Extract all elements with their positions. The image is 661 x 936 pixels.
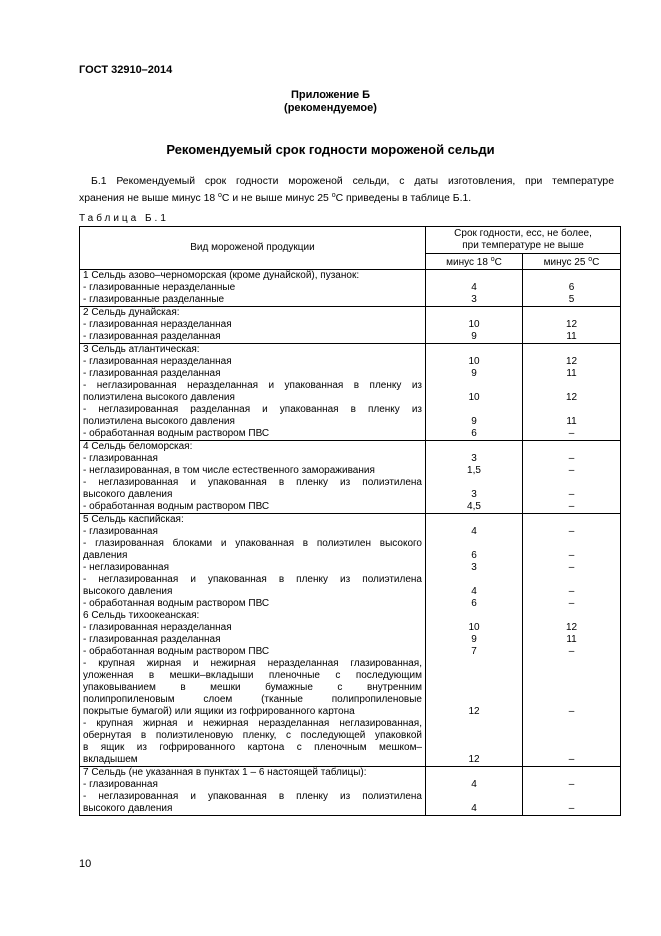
product-line: покрытые бумагой) или ящики из гофрированного картона bbox=[83, 706, 355, 717]
value-minus-25 bbox=[526, 670, 617, 682]
value-minus-18 bbox=[429, 730, 519, 742]
shelf-life-minus-18-cell bbox=[426, 767, 523, 816]
shelf-life-minus-18-cell bbox=[426, 441, 523, 514]
product-cell bbox=[80, 307, 426, 344]
product-line: - глазированная bbox=[83, 779, 158, 790]
product-line: - глазированная блоками и упакованная в полиэтилен высокого bbox=[83, 538, 422, 549]
table-row bbox=[80, 344, 621, 441]
degree-mark: о bbox=[218, 191, 222, 199]
value-minus-18: 9 bbox=[471, 368, 477, 379]
product-cell bbox=[80, 344, 426, 441]
product-line: - глазированная разделанная bbox=[83, 331, 221, 342]
shelf-life-minus-25-cell bbox=[523, 307, 621, 344]
value-minus-18: 3 bbox=[471, 453, 477, 464]
table-row bbox=[80, 514, 621, 767]
value-minus-18: 3 bbox=[471, 489, 477, 500]
product-line: - неглазированная, в том числе естественного замораживания bbox=[83, 465, 375, 476]
value-minus-25 bbox=[526, 441, 617, 453]
product-line: - глазированная разделанная bbox=[83, 368, 221, 379]
intro-line-2 bbox=[79, 189, 614, 206]
intro-text-c: С приведены в таблице Б.1. bbox=[335, 192, 472, 204]
value-minus-25 bbox=[526, 718, 617, 730]
value-minus-25 bbox=[526, 344, 617, 356]
value-minus-25 bbox=[526, 682, 617, 694]
value-minus-18 bbox=[429, 380, 519, 392]
value-minus-25 bbox=[526, 477, 617, 489]
value-minus-18 bbox=[429, 477, 519, 489]
value-minus-25: – bbox=[568, 465, 575, 476]
degree-mark: о bbox=[588, 256, 593, 263]
value-minus-18 bbox=[429, 441, 519, 453]
appendix-heading bbox=[0, 89, 661, 115]
value-minus-25 bbox=[526, 538, 617, 550]
value-minus-25: 11 bbox=[566, 331, 577, 342]
value-minus-18: 7 bbox=[471, 646, 477, 657]
value-minus-18: 4 bbox=[471, 282, 477, 293]
product-line: 2 Сельдь дунайская: bbox=[83, 307, 180, 318]
product-line: - неглазированная и упакованная в пленку из полиэтилена bbox=[83, 574, 422, 585]
value-minus-25 bbox=[526, 742, 617, 754]
value-minus-18: 4,5 bbox=[467, 501, 481, 512]
value-minus-18: 6 bbox=[471, 428, 477, 439]
intro-paragraph bbox=[79, 175, 614, 205]
shelf-life-minus-18-cell bbox=[426, 514, 523, 767]
product-line: - обработанная водным раствором ПВС bbox=[83, 598, 270, 609]
product-line: - обработанная водным раствором ПВС bbox=[83, 646, 270, 657]
value-minus-18 bbox=[429, 307, 519, 319]
table-row bbox=[80, 307, 621, 344]
value-minus-18: 4 bbox=[471, 526, 477, 537]
shelf-life-minus-18-cell bbox=[426, 307, 523, 344]
page-number: 10 bbox=[79, 858, 92, 870]
value-minus-25: 6 bbox=[568, 282, 575, 293]
value-minus-18 bbox=[429, 670, 519, 682]
shelf-life-minus-25-cell bbox=[523, 441, 621, 514]
product-line: высокого давления bbox=[83, 803, 173, 814]
header-shelf-life-line-1: Срок годности, есс, не более, bbox=[454, 228, 592, 239]
shelf-life-minus-25-cell bbox=[523, 344, 621, 441]
product-line: 6 Сельдь тихоокеанская: bbox=[83, 610, 200, 621]
product-line: - неглазированная разделанная и упакованная в пленку из bbox=[83, 404, 422, 415]
value-minus-25: 11 bbox=[566, 416, 577, 427]
value-minus-25 bbox=[526, 380, 617, 392]
product-line: - глазированная разделанная bbox=[83, 634, 221, 645]
product-line: 3 Сельдь атлантическая: bbox=[83, 344, 200, 355]
header-temp-minus-18 bbox=[426, 254, 523, 270]
value-minus-18: 10 bbox=[468, 622, 480, 633]
value-minus-25 bbox=[526, 514, 617, 526]
product-line: - глазированные разделанные bbox=[83, 294, 225, 305]
product-line: - глазированная bbox=[83, 526, 158, 537]
value-minus-25: – bbox=[568, 646, 575, 657]
product-line: 1 Сельдь азово–черноморская (кроме дунайской), пузанок: bbox=[83, 270, 360, 281]
value-minus-25: – bbox=[568, 428, 575, 439]
value-minus-18 bbox=[429, 791, 519, 803]
product-line: - глазированные неразделанные bbox=[83, 282, 236, 293]
table-body bbox=[80, 270, 621, 816]
product-cell bbox=[80, 441, 426, 514]
header-temp-text: минус 18 bbox=[446, 257, 488, 268]
value-minus-18: 10 bbox=[468, 356, 480, 367]
value-minus-25 bbox=[526, 767, 617, 779]
table-caption: Таблица Б.1 bbox=[79, 213, 169, 224]
value-minus-25: – bbox=[568, 586, 575, 597]
value-minus-25: – bbox=[568, 550, 575, 561]
document-code: ГОСТ 32910–2014 bbox=[79, 64, 173, 76]
value-minus-18: 3 bbox=[471, 294, 477, 305]
value-minus-18: 9 bbox=[471, 331, 477, 342]
value-minus-25: – bbox=[568, 526, 575, 537]
shelf-life-minus-25-cell bbox=[523, 514, 621, 767]
product-line: - глазированная bbox=[83, 453, 158, 464]
value-minus-25: – bbox=[568, 501, 575, 512]
product-line: полиэтилена высокого давления bbox=[83, 392, 235, 403]
value-minus-18 bbox=[429, 767, 519, 779]
header-temp-minus-25 bbox=[523, 254, 621, 270]
degree-mark: о bbox=[490, 256, 495, 263]
value-minus-18 bbox=[429, 574, 519, 586]
value-minus-25: 11 bbox=[566, 634, 577, 645]
product-line: высокого давления bbox=[83, 489, 173, 500]
product-line: - глазированная неразделанная bbox=[83, 622, 232, 633]
shelf-life-minus-25-cell bbox=[523, 767, 621, 816]
value-minus-25: 12 bbox=[565, 319, 578, 330]
value-minus-25 bbox=[526, 270, 617, 282]
header-temp-text: минус 25 bbox=[543, 257, 586, 268]
value-minus-25: – bbox=[568, 598, 575, 609]
value-minus-18: 9 bbox=[471, 416, 477, 427]
product-line: - глазированная неразделанная bbox=[83, 356, 232, 367]
product-line: - неглазированная неразделанная и упакованная в пленку из bbox=[83, 380, 422, 391]
value-minus-18 bbox=[429, 682, 519, 694]
table-row bbox=[80, 441, 621, 514]
value-minus-18 bbox=[429, 658, 519, 670]
product-line: 5 Сельдь каспийская: bbox=[83, 514, 184, 525]
shelf-life-table-wrapper bbox=[79, 226, 620, 816]
value-minus-18 bbox=[429, 742, 519, 754]
intro-text-a: хранения не выше минус 18 bbox=[79, 192, 216, 204]
product-cell bbox=[80, 767, 426, 816]
product-line: упаковыванием в мешки бумажные с внутренним bbox=[83, 682, 422, 693]
value-minus-25: – bbox=[568, 803, 575, 814]
shelf-life-minus-18-cell bbox=[426, 270, 523, 307]
header-product-type: Вид мороженой продукции bbox=[80, 227, 426, 270]
table-row bbox=[80, 270, 621, 307]
degree-mark: о bbox=[331, 191, 336, 199]
product-line: 7 Сельдь (не указанная в пунктах 1 – 6 настоящей таблицы): bbox=[83, 767, 367, 778]
header-shelf-life-line-2: при температуре не выше bbox=[462, 240, 584, 251]
value-minus-25: 5 bbox=[568, 294, 575, 305]
value-minus-18 bbox=[429, 610, 519, 622]
product-cell bbox=[80, 514, 426, 767]
value-minus-25 bbox=[526, 730, 617, 742]
shelf-life-minus-25-cell bbox=[523, 270, 621, 307]
product-line: - глазированная неразделанная bbox=[83, 319, 232, 330]
product-line: полиэтилена высокого давления bbox=[83, 416, 235, 427]
value-minus-18: 12 bbox=[468, 706, 480, 717]
value-minus-25 bbox=[526, 610, 617, 622]
product-line: обернутая в полиэтиленовую пленку, с последующей упаковкой bbox=[83, 730, 422, 741]
value-minus-18: 6 bbox=[471, 598, 477, 609]
appendix-subtitle: (рекомендуемое) bbox=[284, 102, 377, 114]
value-minus-25 bbox=[526, 658, 617, 670]
value-minus-18: 12 bbox=[468, 754, 480, 765]
value-minus-25: – bbox=[568, 779, 575, 790]
value-minus-25 bbox=[526, 694, 617, 706]
section-title: Рекомендуемый срок годности мороженой сельди bbox=[166, 142, 495, 157]
value-minus-18 bbox=[429, 718, 519, 730]
product-line: высокого давления bbox=[83, 586, 173, 597]
value-minus-25: 12 bbox=[565, 356, 578, 367]
value-minus-25: – bbox=[568, 706, 575, 717]
value-minus-25: – bbox=[568, 562, 575, 573]
product-cell bbox=[80, 270, 426, 307]
value-minus-25: – bbox=[568, 453, 575, 464]
product-line: вкладышем bbox=[83, 754, 138, 765]
value-minus-18 bbox=[429, 404, 519, 416]
header-temp-unit: С bbox=[592, 257, 600, 268]
product-line: полипропиленовым слоем (тканные полипропиленовые bbox=[83, 694, 422, 705]
value-minus-18: 4 bbox=[471, 803, 477, 814]
value-minus-18 bbox=[429, 694, 519, 706]
value-minus-18: 3 bbox=[471, 562, 477, 573]
value-minus-25 bbox=[526, 791, 617, 803]
product-line: - неглазированная и упакованная в пленку из полиэтилена bbox=[83, 791, 422, 802]
value-minus-18 bbox=[429, 514, 519, 526]
value-minus-18 bbox=[429, 538, 519, 550]
product-line: - крупная жирная и нежирная неразделанная неглазированная, bbox=[83, 718, 422, 729]
product-line: 4 Сельдь беломорская: bbox=[83, 441, 193, 452]
value-minus-25 bbox=[526, 574, 617, 586]
product-line: - неглазированная bbox=[83, 562, 169, 573]
product-line: - неглазированная и упакованная в пленку из полиэтилена bbox=[83, 477, 422, 488]
value-minus-25: 11 bbox=[566, 368, 577, 379]
value-minus-18: 1,5 bbox=[467, 465, 481, 476]
value-minus-25: 12 bbox=[565, 392, 578, 403]
product-line: давления bbox=[83, 550, 128, 561]
header-shelf-life bbox=[426, 227, 621, 254]
value-minus-25: – bbox=[568, 489, 575, 500]
value-minus-18: 9 bbox=[471, 634, 477, 645]
value-minus-18 bbox=[429, 270, 519, 282]
appendix-title: Приложение Б bbox=[290, 89, 371, 101]
value-minus-25 bbox=[526, 307, 617, 319]
value-minus-18 bbox=[429, 344, 519, 356]
shelf-life-minus-18-cell bbox=[426, 344, 523, 441]
value-minus-25: – bbox=[568, 754, 575, 765]
value-minus-25: 12 bbox=[565, 622, 578, 633]
intro-text-b: С и не выше минус 25 bbox=[221, 192, 329, 204]
intro-line-1: Б.1 Рекомендуемый срок годности мороженой сельди, с даты изготовления, при температуре bbox=[91, 176, 614, 187]
value-minus-18: 4 bbox=[471, 779, 477, 790]
value-minus-18: 10 bbox=[468, 392, 480, 403]
value-minus-18: 6 bbox=[471, 550, 477, 561]
value-minus-18: 4 bbox=[471, 586, 477, 597]
shelf-life-table bbox=[79, 226, 621, 816]
table-row bbox=[80, 767, 621, 816]
header-temp-unit: С bbox=[494, 257, 502, 268]
value-minus-18: 10 bbox=[468, 319, 480, 330]
value-minus-25 bbox=[526, 404, 617, 416]
product-line: - обработанная водным раствором ПВС bbox=[83, 428, 270, 439]
product-line: в ящик из гофрированного картона с пленочным мешком– bbox=[83, 742, 422, 753]
product-line: - крупная жирная и нежирная неразделанная глазированная, bbox=[83, 658, 422, 669]
product-line: уложенная в мешки–вкладыши пленочные с последующим bbox=[83, 670, 422, 681]
product-line: - обработанная водным раствором ПВС bbox=[83, 501, 270, 512]
